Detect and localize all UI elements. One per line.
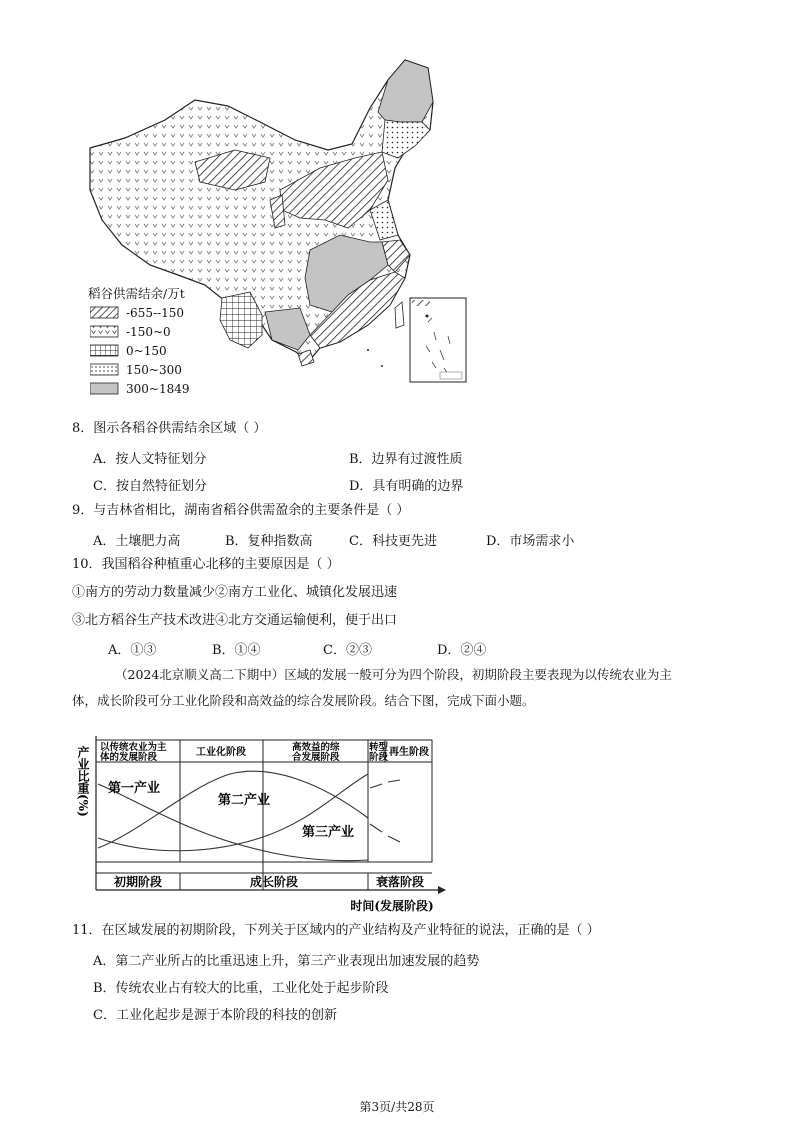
development-stage-chart <box>70 728 460 918</box>
question-11-stem: 11．在区域发展的初期阶段，下列关于区域内的产业结构及产业特征的说法，正确的是（ ） <box>72 923 600 938</box>
curve-label: 第三产业 <box>302 825 355 840</box>
legend-label: 150~300 <box>126 363 182 377</box>
stage-label-bottom: 衰落阶段 <box>375 875 425 889</box>
question-9-option-c[interactable]: C．科技更先进 <box>349 534 437 549</box>
question-8-option-a[interactable]: A．按人文特征划分 <box>93 452 207 467</box>
legend-swatch-hatch <box>90 307 118 318</box>
question-10-option-a[interactable]: A．①③ <box>108 643 157 658</box>
question-9-option-a[interactable]: A．土壤肥力高 <box>93 534 181 549</box>
stage-label-top: 体的发展阶段 <box>100 752 158 763</box>
legend-label: 300~1849 <box>126 382 190 396</box>
stage-label-top: 转型 <box>369 742 389 753</box>
legend-label: -655--150 <box>126 306 184 320</box>
question-8-option-c[interactable]: C．按自然特征划分 <box>93 479 207 494</box>
question-11-option-b[interactable]: B．传统农业占有较大的比重，工业化处于起步阶段 <box>93 981 389 996</box>
question-8-stem: 8．图示各稻谷供需结余区域（ ） <box>72 421 267 436</box>
question-10-line-2: ③北方稻谷生产技术改进④北方交通运输便利，便于出口 <box>72 613 398 628</box>
curve-label: 第一产业 <box>108 781 161 796</box>
legend-swatch-gray <box>90 383 118 394</box>
stage-label-top: 高效益的综 <box>292 742 340 753</box>
legend-label: -150~0 <box>126 325 171 339</box>
question-10-option-c[interactable]: C．②③ <box>323 643 372 658</box>
intro-line-2: 体，成长阶段可分工业化阶段和高效益的综合发展阶段。结合下图，完成下面小题。 <box>72 693 535 708</box>
map-legend <box>88 284 238 304</box>
legend-label: 0~150 <box>126 344 167 358</box>
stage-label-top: 再生阶段 <box>389 747 429 758</box>
stage-label-top: 以传统农业为主 <box>100 742 167 753</box>
y-axis-label: 产业比重(%) <box>76 746 90 817</box>
question-11-option-c[interactable]: C．工业化起步是源于本阶段的科技的创新 <box>93 1008 337 1023</box>
question-10-option-b[interactable]: B．①④ <box>212 643 261 658</box>
stage-label-top: 合发展阶段 <box>292 752 340 763</box>
question-10-stem: 10．我国稻谷种植重心北移的主要原因是（ ） <box>72 557 340 572</box>
question-9-option-d[interactable]: D．市场需求小 <box>486 534 575 549</box>
legend-swatch-dots <box>90 364 118 375</box>
stage-label-bottom: 成长阶段 <box>249 875 299 889</box>
legend-labels <box>126 304 190 399</box>
curve-future-down <box>370 824 400 842</box>
question-9-stem: 9．与吉林省相比，湖南省稻谷供需盈余的主要条件是（ ） <box>72 503 410 518</box>
legend-swatch-grid <box>90 345 118 356</box>
question-8-option-d[interactable]: D．具有明确的边界 <box>349 479 464 494</box>
stage-label-top: 阶段 <box>369 752 389 763</box>
curve-future-up <box>370 780 400 788</box>
legend-swatch-v <box>90 326 118 337</box>
legend-title: 稻谷供需结余/万t <box>88 286 185 301</box>
x-axis-label: 时间(发展阶段) <box>350 899 434 913</box>
question-8-option-b[interactable]: B．边界有过渡性质 <box>349 452 463 467</box>
south-china-sea-inset <box>410 298 466 382</box>
curve-label: 第二产业 <box>218 793 271 808</box>
question-11-option-a[interactable]: A．第二产业所占的比重迅速上升，第三产业表现出加速发展的趋势 <box>93 954 480 969</box>
intro-line-1: （2024北京顺义高二下期中）区域的发展一般可分为四个阶段，初期阶段主要表现为以传统农业为主 <box>115 667 672 682</box>
question-10-option-d[interactable]: D．②④ <box>437 643 487 658</box>
stage-label-top: 工业化阶段 <box>196 747 246 758</box>
question-10-line-1: ①南方的劳动力数量减少②南方工业化、城镇化发展迅速 <box>72 585 398 600</box>
stage-label-bottom: 初期阶段 <box>113 875 163 889</box>
page-number: 第3页/共28页 <box>359 1100 435 1114</box>
question-9-option-b[interactable]: B．复种指数高 <box>225 534 313 549</box>
